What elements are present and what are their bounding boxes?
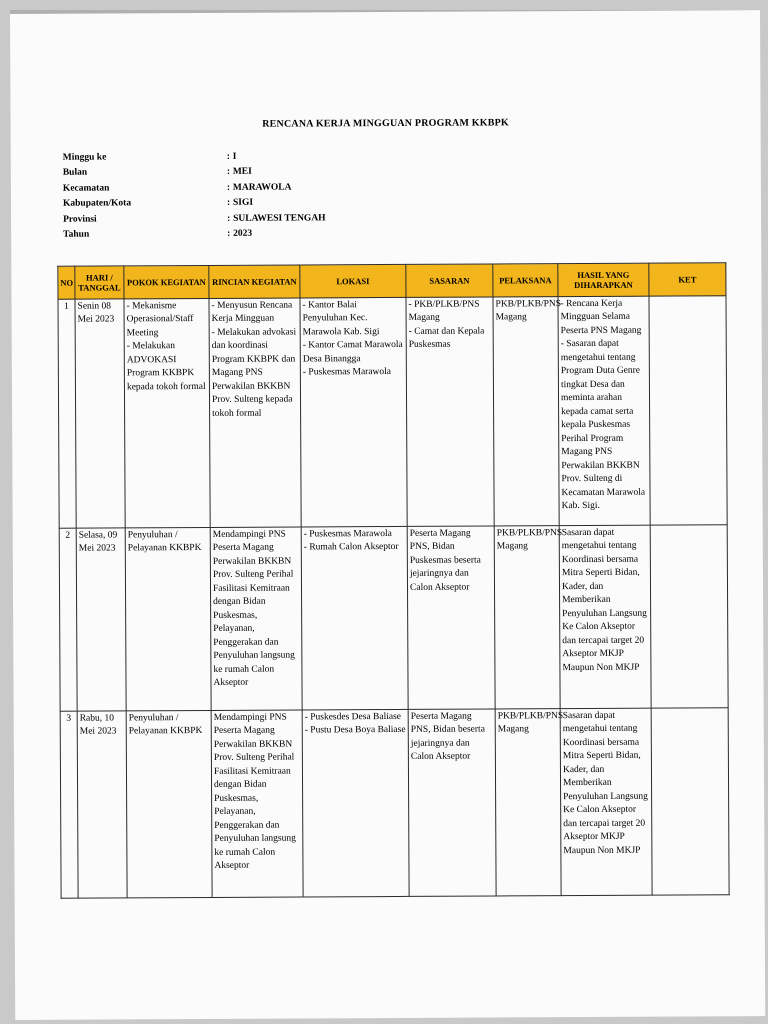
cell-ket <box>650 525 728 708</box>
cell-line: - Melakukan ADVOKASI Program KKBPK kepada tokoh formal <box>126 341 206 393</box>
cell-rincian-kegiatan <box>210 527 302 710</box>
cell-line: - Pustu Desa Boya Baliase <box>304 725 406 736</box>
cell-line: Peserta Magang PNS, Bidan Puskesmas beserta jejaringnya dan Calon Akseptor <box>409 528 481 593</box>
cell-line: - Mekanisme Operasional/Staff Meeting <box>126 301 194 339</box>
cell-line: - Kantor Camat Marawola Desa Binangga <box>302 340 403 365</box>
header-pelaksana: PELAKSANA <box>493 264 558 297</box>
cell-pelaksana: PKB/PLKB/PNS Magang <box>493 297 559 526</box>
meta-row-minggu <box>63 148 326 165</box>
meta-row-kabupaten <box>63 195 326 212</box>
cell-line: - Kantor Balai Penyuluhan Kec. Marawola Kab. Sigi <box>302 300 380 338</box>
cell-pelaksana: PKB/PLKB/PNS Magang <box>494 526 560 709</box>
meta-sep: : <box>227 229 231 240</box>
cell-line: - Sasaran dapat mengetahui tentang Program Duta Genre tingkat Desa dan meminta arahan kepada camat serta kepala Puskesmas Perihal Program Magang PNS Perwakilan BKKBN Prov. Sulteng di Kecamatan Marawola Kab. Sigi. <box>560 339 646 512</box>
cell-hari-tanggal: Selasa, 09 Mei 2023 <box>76 528 126 711</box>
cell-ket <box>651 708 729 895</box>
cell-line: Mendampingi PNS Peserta Magang Perwakilan BKKBN Prov. Sulteng Perihal Fasilitasi Kemitraan dengan Bidan Puskesmas, Pelayanan, Penggerakan dan Penyuluhan langsung ke rumah Calon Akseptor <box>213 712 296 872</box>
cell-lokasi <box>301 526 408 710</box>
cell-pelaksana: PKB/PLKB/PNS Magang <box>495 709 561 896</box>
meta-sep: : <box>226 167 231 178</box>
header-pokok-kegiatan: POKOK KEGIATAN <box>124 265 209 298</box>
meta-row-kecamatan <box>63 179 326 196</box>
meta-value: SIGI <box>232 197 254 209</box>
meta-label: Kecamatan <box>62 183 110 194</box>
meta-value: MEI <box>232 166 252 178</box>
cell-line: - Menyusun Rencana Kerja Mingguan <box>211 300 293 325</box>
meta-label: Minggu ke <box>62 152 107 163</box>
meta-label: Tahun <box>63 229 90 240</box>
scanned-page <box>10 10 765 1020</box>
header-lokasi: LOKASI <box>300 264 406 298</box>
cell-ket <box>649 296 727 525</box>
meta-label: Bulan <box>62 167 88 178</box>
cell-line: - Melakukan advokasi dan koordinasi Program KKBPK dan Magang PNS Perwakilan BKKBN Prov. Sulteng kepada tokoh formal <box>211 327 297 419</box>
cell-lokasi <box>302 709 409 897</box>
meta-sep: : <box>227 213 231 224</box>
header-hari-tanggal: HARI / TANGGAL <box>75 266 124 299</box>
cell-line: Penyuluhan / Pelayanan KKBPK <box>128 713 203 737</box>
cell-hasil <box>558 296 650 525</box>
header-hasil-yang-diharapkan: HASIL YANG DIHARAPKAN <box>558 263 649 296</box>
cell-sasaran <box>407 526 495 709</box>
cell-lokasi <box>300 297 407 527</box>
cell-hasil <box>560 708 652 895</box>
cell-pokok-kegiatan <box>126 710 212 897</box>
cell-line: Penyuluhan / Pelayanan KKBPK <box>127 530 202 554</box>
table-header-row <box>58 263 726 299</box>
cell-hasil <box>559 525 651 708</box>
cell-line: Sasaran dapat mengetahui tentang Koordinasi bersama Mitra Seperti Bidan, Kader, dan Memberikan Penyuluhan Langsung Ke Calon Akseptor dan tercapai target 20 Akseptor MKJP Maupun Non MKJP <box>561 527 647 673</box>
meta-value: I <box>232 151 237 162</box>
meta-row-tahun <box>63 226 326 243</box>
header-sasaran: SASARAN <box>406 264 493 297</box>
cell-pokok-kegiatan <box>124 298 210 527</box>
meta-value: 2023 <box>233 228 253 240</box>
work-plan-table <box>57 262 729 898</box>
table-row <box>58 296 727 528</box>
cell-no: 3 <box>60 711 78 898</box>
table-row <box>60 708 729 898</box>
meta-sep: : <box>226 182 231 193</box>
cell-hari-tanggal: Senin 08 Mei 2023 <box>75 299 125 528</box>
header-rincian-kegiatan: RINCIAN KEGIATAN <box>209 265 300 298</box>
header-no: NO <box>58 266 75 299</box>
meta-value: SULAWESI TENGAH <box>233 213 326 224</box>
header-ket: KET <box>649 263 726 296</box>
cell-line: - Puskesdes Desa Baliase <box>304 711 402 723</box>
cell-line: - Rencana Kerja Mingguan Selama Peserta PNS Magang <box>560 298 642 337</box>
cell-hari-tanggal: Rabu, 10 Mei 2023 <box>77 711 127 898</box>
cell-sasaran <box>408 709 496 896</box>
cell-line: - Puskesmas Marawola <box>303 529 392 540</box>
cell-line: Mendampingi PNS Peserta Magang Perwakilan BKKBN Prov. Sulteng Perihal Fasilitasi Kemitraan dengan Bidan Puskesmas, Pelayanan, Penggerakan dan Penyuluhan langsung ke rumah Calon Akseptor <box>212 529 295 689</box>
meta-label: Provinsi <box>63 214 97 225</box>
cell-line: Peserta Magang PNS, Bidan beserta jejaringnya dan Calon Akseptor <box>410 711 485 763</box>
cell-rincian-kegiatan <box>209 298 301 527</box>
meta-label: Kabupaten/Kota <box>62 198 132 209</box>
cell-no: 2 <box>59 528 77 711</box>
cell-line: - Camat dan Kepala Puskesmas <box>408 326 485 351</box>
meta-row-provinsi <box>63 210 326 227</box>
meta-sep: : <box>226 151 230 162</box>
cell-line: - Rumah Calon Akseptor <box>303 542 399 553</box>
cell-line: - Puskesmas Marawola <box>302 367 392 378</box>
meta-value: MARAWOLA <box>232 182 292 193</box>
document-title: RENCANA KERJA MINGGUAN PROGRAM KKBPK <box>262 117 509 130</box>
cell-no: 1 <box>58 299 76 528</box>
cell-line: Sasaran dapat mengetahui tentang Koordinasi bersama Mitra Seperti Bidan, Kader, dan Memberikan Penyuluhan Langsung Ke Calon Akseptor dan tercapai target 20 Akseptor MKJP Maupun Non MKJP <box>562 710 648 856</box>
meta-row-bulan <box>63 164 326 181</box>
cell-rincian-kegiatan <box>211 710 303 897</box>
cell-pokok-kegiatan <box>125 527 211 710</box>
table-row <box>59 525 728 711</box>
meta-sep: : <box>226 198 231 209</box>
meta-block <box>63 148 326 242</box>
cell-line: - PKB/PLKB/PNS Magang <box>408 299 480 324</box>
cell-sasaran <box>406 297 494 526</box>
